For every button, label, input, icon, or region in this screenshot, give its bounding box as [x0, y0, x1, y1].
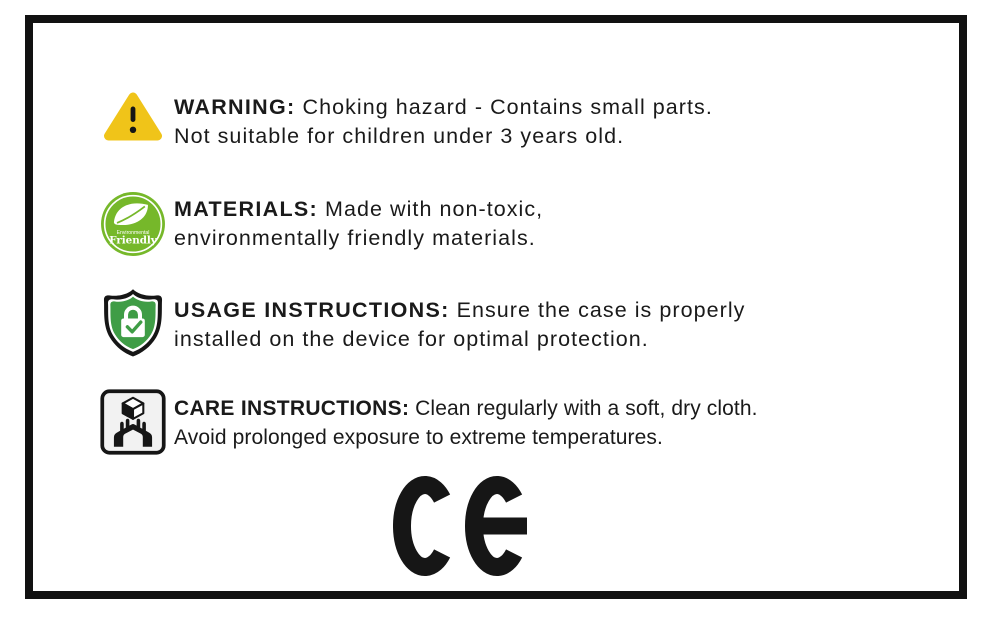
materials-line-2: environmentally friendly materials.: [174, 226, 536, 250]
materials-icon-column: [97, 191, 169, 257]
care-line-1: [174, 394, 758, 423]
usage-title: USAGE INSTRUCTIONS:: [174, 298, 450, 322]
warning-icon-column: [97, 90, 169, 142]
warning-text: [174, 93, 713, 151]
usage-line-1: [174, 296, 745, 325]
usage-icon-column: [97, 286, 169, 360]
warning-triangle-icon: [103, 90, 163, 142]
usage-line-2: installed on the device for optimal protection.: [174, 327, 649, 351]
usage-text: [174, 296, 745, 354]
warning-line-1: [174, 93, 713, 122]
materials-title: MATERIALS:: [174, 197, 318, 221]
cube-shape: [123, 398, 144, 419]
care-icon-column: [97, 389, 169, 455]
usage-line-1-text: Ensure the case is properly: [456, 298, 746, 322]
eco-icon-text-top: Environmental: [116, 229, 150, 236]
care-line-1-text: Clean regularly with a soft, dry cloth.: [415, 397, 758, 420]
eco-icon-text-bottom: Friendly: [109, 234, 157, 247]
warning-title: WARNING:: [174, 95, 296, 119]
materials-section: [97, 191, 543, 257]
care-text: [174, 394, 758, 452]
materials-text: [174, 195, 543, 253]
warning-line-1-text: Choking hazard - Contains small parts.: [302, 95, 713, 119]
materials-line-1-text: Made with non-toxic,: [325, 197, 544, 221]
ce-mark: [393, 475, 533, 577]
warning-section: [97, 90, 713, 151]
ce-mark-logo: [393, 475, 533, 577]
care-line-2: Avoid prolonged exposure to extreme temperatures.: [174, 426, 663, 449]
eco-friendly-icon: [100, 191, 166, 257]
shield-lock-icon: [97, 286, 169, 360]
usage-section: [97, 286, 745, 360]
care-section: [97, 389, 758, 455]
handle-with-care-icon: [100, 389, 166, 455]
warning-line-2: Not suitable for children under 3 years old.: [174, 124, 625, 148]
care-title: CARE INSTRUCTIONS:: [174, 397, 410, 420]
materials-line-1: [174, 195, 543, 224]
